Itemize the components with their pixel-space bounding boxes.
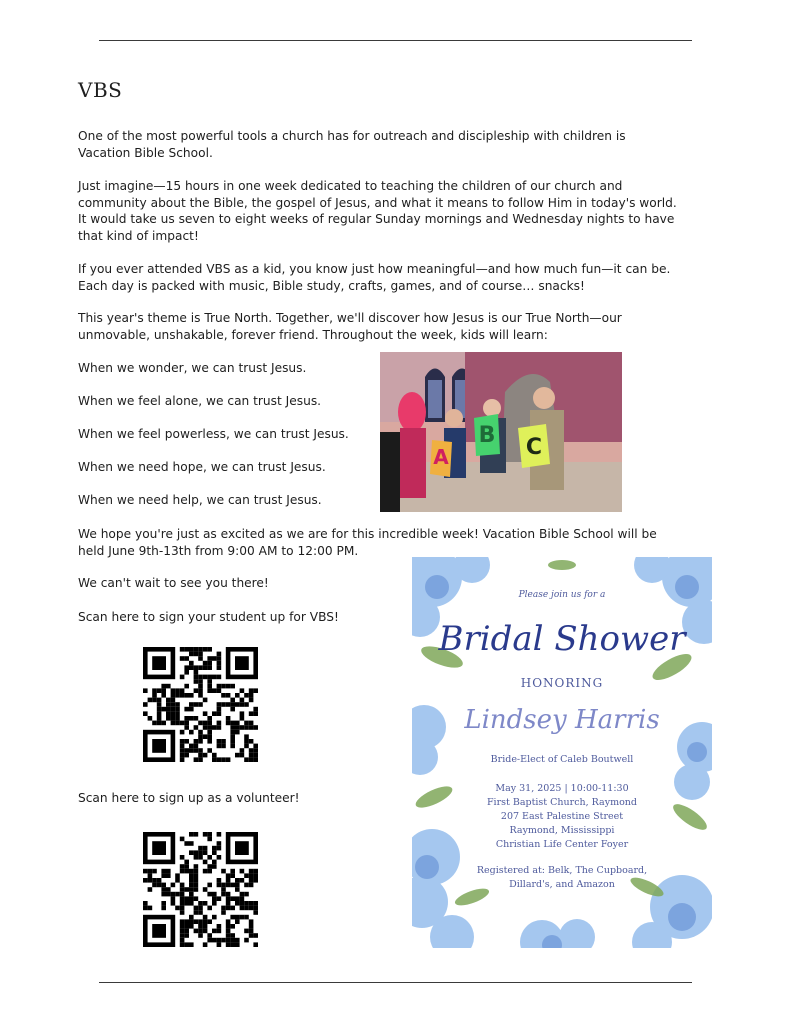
- trust-line: When we feel alone, we can trust Jesus.: [78, 394, 322, 408]
- bottom-rule: [99, 982, 692, 983]
- photo-letter-c: C: [525, 435, 543, 460]
- bridal-shower-invitation: [412, 557, 712, 948]
- invitation-detail: 207 East Palestine Street: [500, 811, 624, 822]
- qr-caption-volunteer: Scan here to sign up as a volunteer!: [78, 791, 300, 805]
- trust-line: When we need hope, we can trust Jesus.: [78, 460, 326, 474]
- student-signup-qr-code[interactable]: [143, 647, 258, 762]
- trust-line: When we wonder, we can trust Jesus.: [78, 361, 307, 375]
- invitation-detail: Raymond, Mississippi: [509, 825, 615, 836]
- paragraph-see-you: We can't wait to see you there!: [78, 576, 269, 590]
- paragraph-imagine: Just imagine—15 hours in one week dedicated to teaching the children of our church and community about the Bible, the gospel of Jesus, and what it means to follow Him in today's world. It would take us seven to eight weeks of regular Sunday mornings and Wednesday nights to have that kind of impact!: [78, 179, 677, 243]
- vbs-photo: [380, 352, 622, 512]
- invitation-detail: Christian Life Center Foyer: [495, 839, 629, 850]
- invitation-honoring: HONORING: [520, 676, 604, 690]
- trust-line: When we need help, we can trust Jesus.: [78, 493, 322, 507]
- volunteer-signup-qr-code[interactable]: [143, 832, 258, 947]
- paragraph-theme: This year's theme is True North. Together, we'll discover how Jesus is our True North—our unmovable, unshakable, forever friend. Throughout the week, kids will learn:: [78, 311, 622, 342]
- invitation-title: Bridal Shower: [438, 619, 686, 659]
- invitation-detail: May 31, 2025 | 10:00-11:30: [495, 783, 629, 794]
- paragraph-intro: One of the most powerful tools a church has for outreach and discipleship with children is Vacation Bible School.: [78, 129, 626, 160]
- invitation-registry: Dillard's, and Amazon: [509, 879, 615, 890]
- invitation-kicker: Please join us for a: [518, 590, 606, 600]
- qr-caption-student: Scan here to sign your student up for VBS!: [78, 610, 339, 624]
- photo-letter-b: B: [478, 423, 496, 448]
- paragraph-dates: We hope you're just as excited as we are for this incredible week! Vacation Bible School will be held June 9th-13th from 9:00 AM to 12:00 PM.: [78, 527, 657, 558]
- page-title: VBS: [78, 78, 123, 102]
- paragraph-fun: If you ever attended VBS as a kid, you know just how meaningful—and how much fun—it can be. Each day is packed with music, Bible study, crafts, games, and of course… snacks!: [78, 262, 671, 293]
- top-rule: [99, 40, 692, 41]
- trust-line: When we feel powerless, we can trust Jesus.: [78, 427, 349, 441]
- invitation-registry: Registered at: Belk, The Cupboard,: [476, 865, 648, 876]
- invitation-subtitle: Bride-Elect of Caleb Boutwell: [490, 754, 634, 765]
- invitation-detail: First Baptist Church, Raymond: [486, 797, 638, 808]
- invitation-honoree-name: Lindsey Harris: [464, 705, 660, 735]
- photo-letter-a: A: [433, 445, 449, 469]
